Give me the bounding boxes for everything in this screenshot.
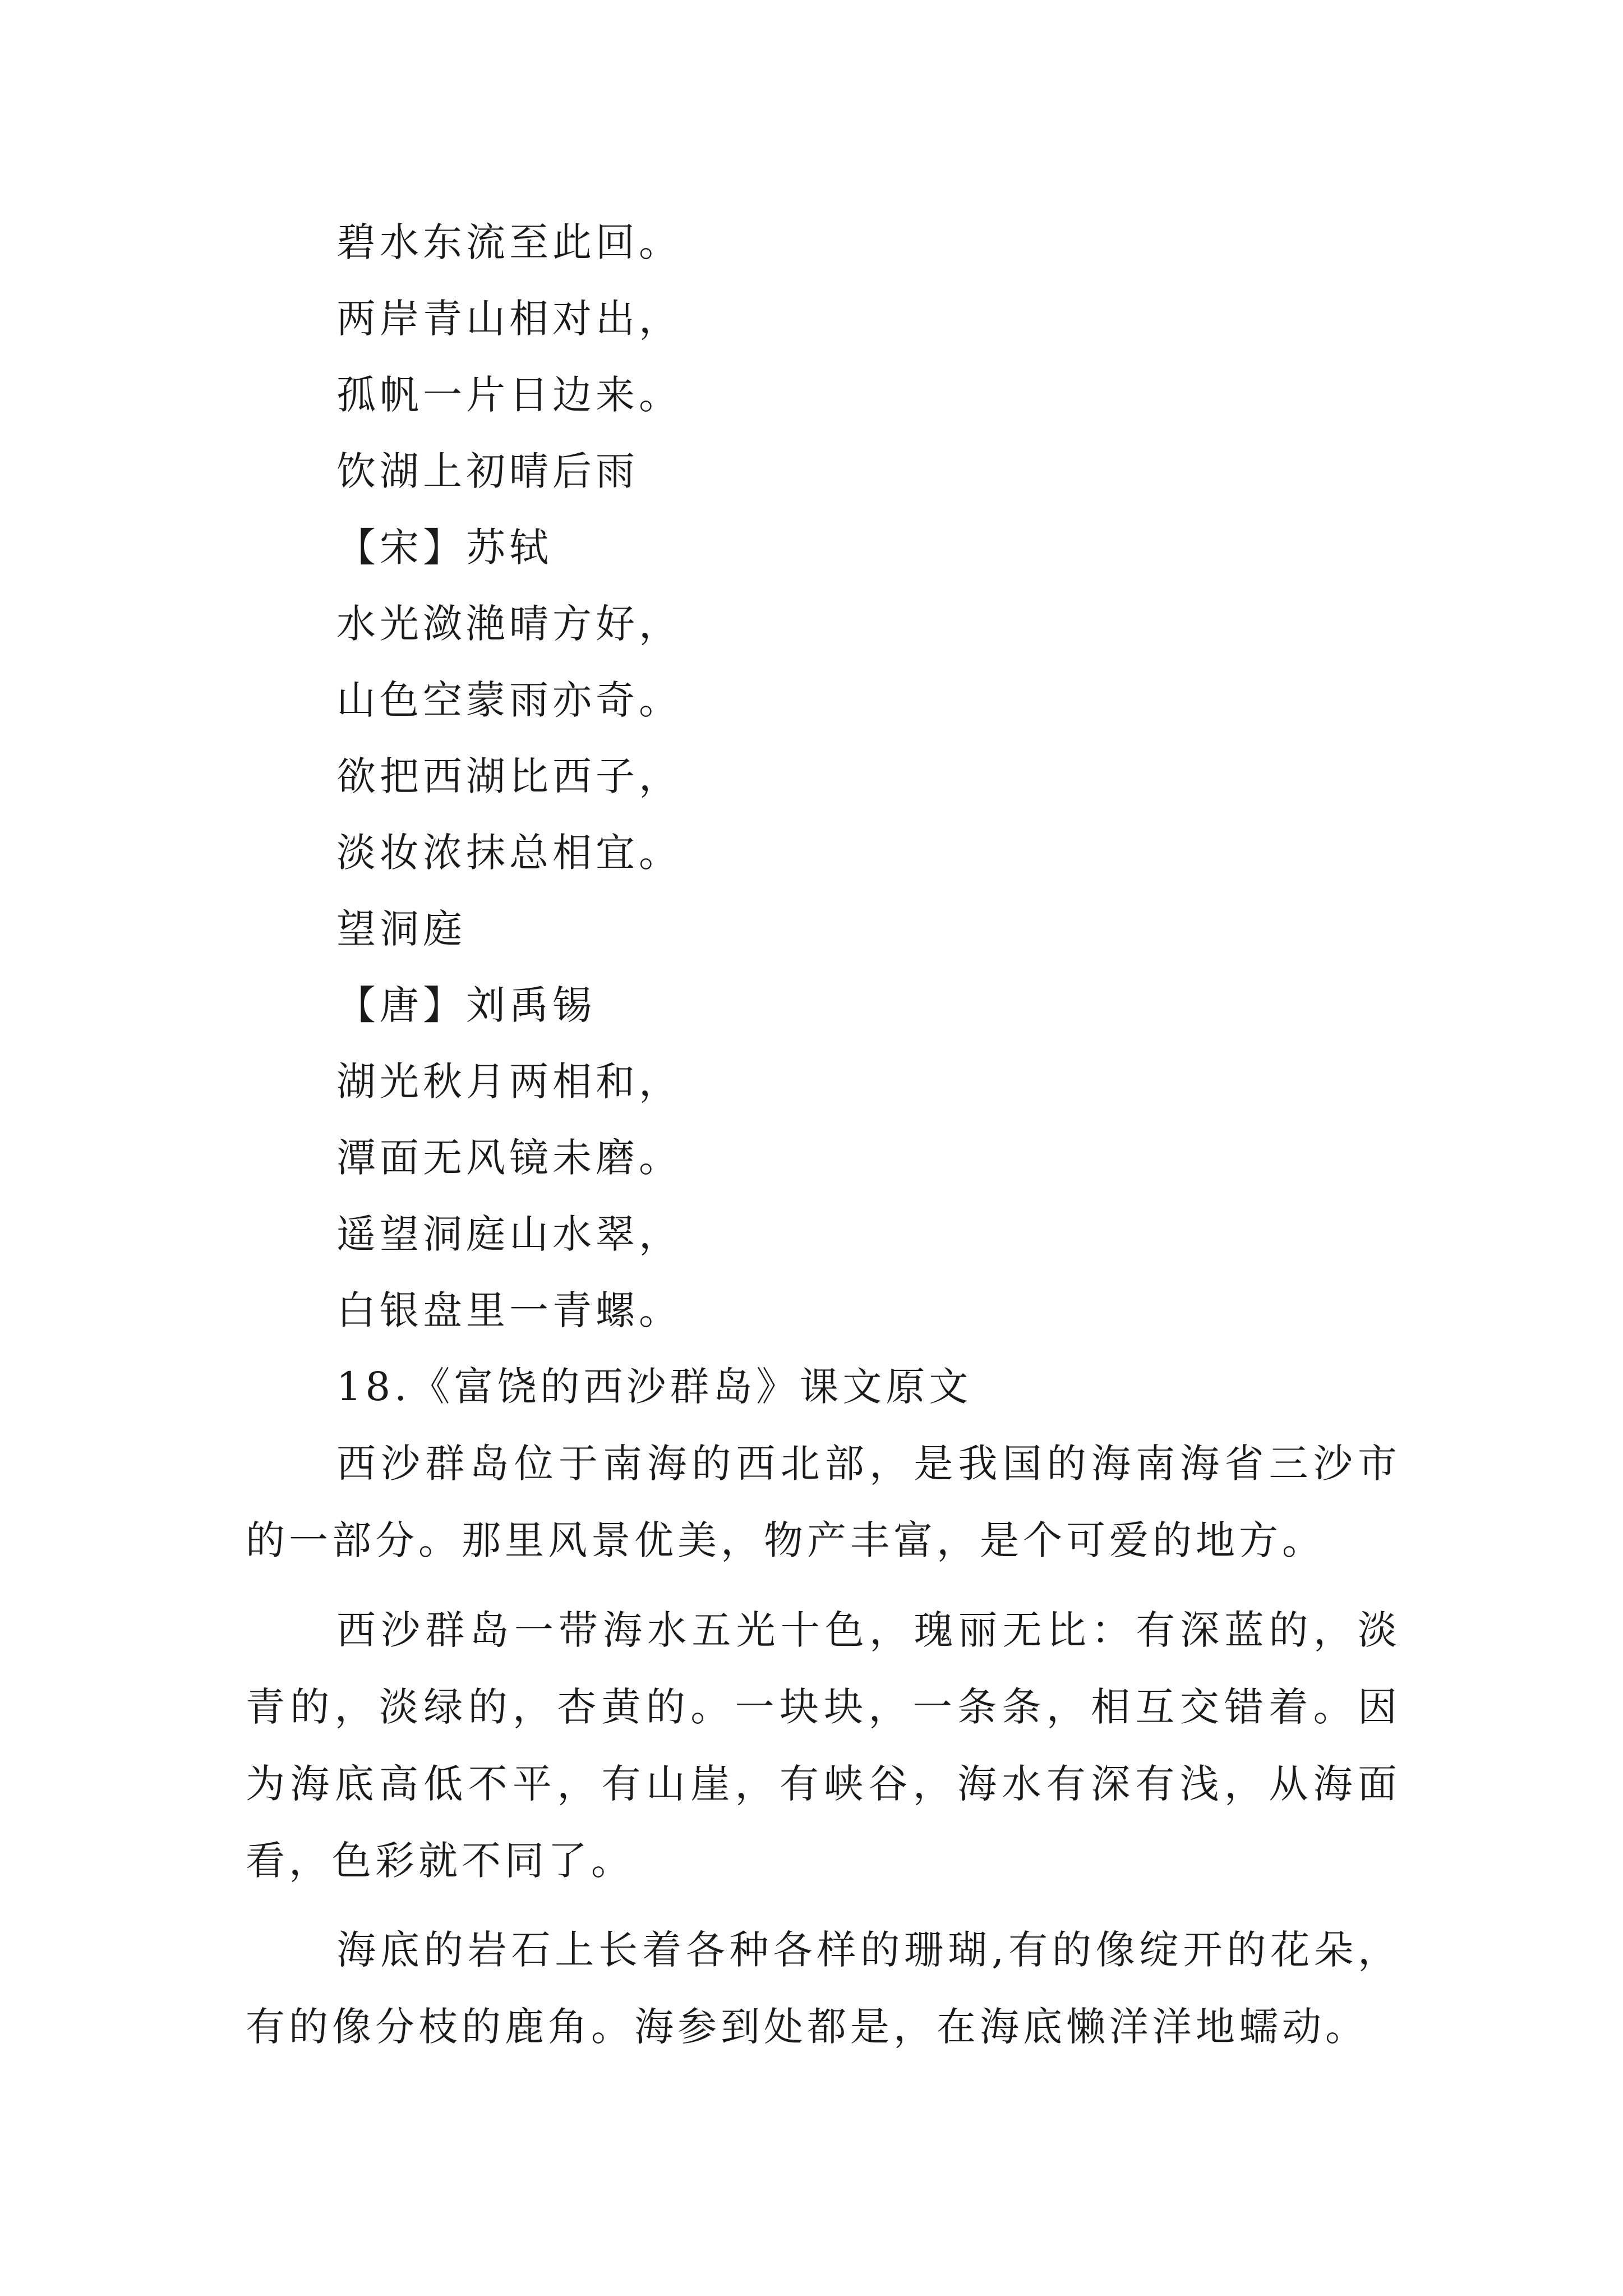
paragraph: 西沙群岛一带海水五光十色，瑰丽无比：有深蓝的，淡青的，淡绿的，杏黄的。一块块，一条条，相互交错着。因为海底高低不平，有山崖，有峡谷，海水有深有浅，从海面看，色彩就不同了。 [246,1607,1401,1884]
section-title: 18.《富饶的西沙群岛》课文原文 [336,1364,972,1410]
poem-title: 望洞庭 [336,906,466,952]
poem-line: 淡妆浓抹总相宜。 [336,830,682,876]
poem-line: 水光潋滟晴方好， [336,601,682,647]
poem-line: 碧水东流至此回。 [336,219,682,265]
poem-line: 孤帆一片日边来。 [336,372,682,418]
paragraph: 海底的岩石上长着各种各样的珊瑚,有的像绽开的花朵，有的像分枝的鹿角。海参到处都是，在海底懒洋洋地蠕动。 [246,1927,1401,2050]
poem-line: 湖光秋月两相和， [336,1059,682,1105]
poem-line: 潭面无风镜未磨。 [336,1135,682,1181]
poem-line: 欲把西湖比西子， [336,753,682,799]
poem-author: 【唐】刘禹锡 [336,982,596,1028]
poem-author: 【宋】苏轼 [336,524,552,570]
poem-line: 山色空蒙雨亦奇。 [336,677,682,723]
poem-line: 白银盘里一青螺。 [336,1287,682,1333]
poem-line: 两岸青山相对出， [336,296,682,342]
poem-line: 遥望洞庭山水翠， [336,1211,682,1257]
poem-title: 饮湖上初晴后雨 [336,448,639,494]
paragraph: 西沙群岛位于南海的西北部，是我国的海南海省三沙市的一部分。那里风景优美，物产丰富，是个可爱的地方。 [246,1441,1401,1563]
